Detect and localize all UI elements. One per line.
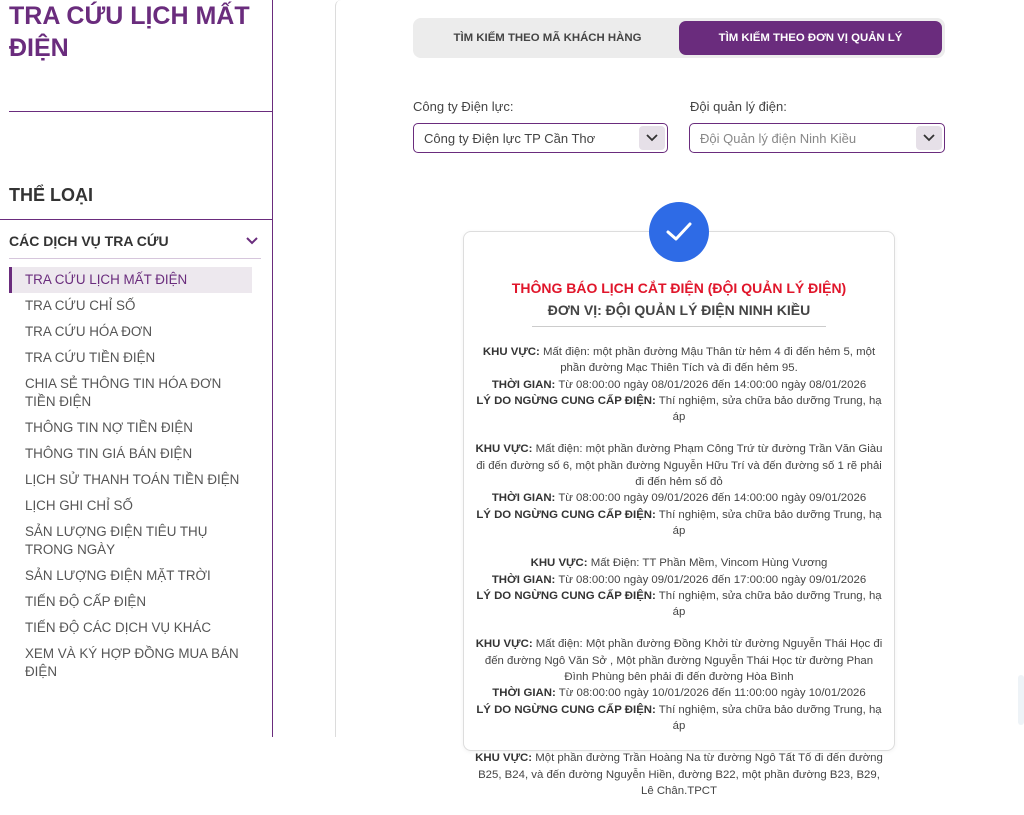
entry-reason-value: Thí nghiệm, sửa chữa bảo dưỡng Trung, hạ áp (658, 703, 882, 732)
sidebar-item[interactable]: LỊCH GHI CHỈ SỐ (25, 498, 133, 513)
sidebar-item[interactable]: TRA CỨU LỊCH MẤT ĐIỆN (9, 267, 252, 293)
entry-time (475, 490, 883, 506)
sidebar (0, 0, 273, 737)
outage-entry (475, 441, 883, 539)
sidebar-item[interactable]: SẢN LƯỢNG ĐIỆN TIÊU THỤ TRONG NGÀY (25, 524, 208, 557)
entry-time-value: Từ 08:00:00 ngày 08/01/2026 đến 14:00:00 ngày 08/01/2026 (558, 378, 867, 391)
entry-area-value: Mất điện: Một phần đường Đồng Khởi từ đường Nguyễn Thái Học đi đến đường Ngô Văn Sở , Một phần đường Nguyễn Thái Học từ đường Phan Đình Phùng bên phải đi đến đường Hòa Bình (484, 638, 883, 684)
services-group-toggle[interactable] (9, 230, 259, 252)
entry-reason-label: LÝ DO NGỪNG CUNG CẤP ĐIỆN: (476, 589, 656, 602)
entry-area-label: KHU VỰC: (475, 752, 533, 765)
sidebar-item[interactable]: TRA CỨU HÓA ĐƠN (25, 324, 153, 339)
team-select[interactable] (689, 123, 945, 153)
entry-time-label: THỜI GIAN: (491, 573, 556, 586)
entry-area-label: KHU VỰC: (475, 638, 533, 651)
sidebar-item[interactable]: SẢN LƯỢNG ĐIỆN MẶT TRỜI (25, 568, 211, 583)
entry-area-label: KHU VỰC: (475, 443, 533, 456)
entry-area (475, 344, 883, 377)
sidebar-item[interactable]: THÔNG TIN GIÁ BÁN ĐIỆN (25, 446, 193, 461)
entry-area-value: Mất Điện: TT Phần Mềm, Vincom Hùng Vương (590, 557, 828, 570)
outage-entry (475, 344, 883, 425)
title-divider (9, 111, 272, 112)
notice-subtitle: ĐƠN VỊ: ĐỘI QUẢN LÝ ĐIỆN NINH KIỀU (547, 302, 811, 318)
entry-area (475, 750, 883, 799)
search-mode-tabs (413, 18, 945, 58)
entry-area-value: Một phần đường Trần Hoàng Na từ đường Ngô Tất Tố đi đến đường B25, B24, và đến đường Nguyễn Hiền, đường B22, một phần đường B23, B29, Lê Chân.TPCT (478, 752, 883, 797)
entry-area-label: KHU VỰC: (482, 346, 540, 358)
services-group-title: CÁC DỊCH VỤ TRA CỨU (9, 233, 169, 249)
entry-reason-value: Thí nghiệm, sửa chữa bảo dưỡng Trung, hạ áp (658, 394, 882, 424)
notice-divider (532, 326, 826, 327)
company-select[interactable] (413, 123, 668, 153)
entry-area-label: KHU VỰC: (530, 557, 588, 570)
entry-time (475, 685, 883, 701)
entry-reason (475, 393, 883, 426)
entry-time (475, 377, 883, 393)
entry-time-value: Từ 08:00:00 ngày 09/01/2026 đến 14:00:00 ngày 09/01/2026 (558, 492, 867, 505)
entry-time-label: THỜI GIAN: (491, 378, 556, 391)
entry-reason-label: LÝ DO NGỪNG CUNG CẤP ĐIỆN: (476, 394, 656, 407)
chevron-down-icon[interactable] (245, 234, 259, 248)
sidebar-item[interactable]: TIẾN ĐỘ CÁC DỊCH VỤ KHÁC (25, 620, 211, 635)
outage-entry (475, 555, 883, 620)
sidebar-item[interactable]: TRA CỨU CHỈ SỐ (25, 298, 136, 313)
entry-time-value: Từ 08:00:00 ngày 10/01/2026 đến 11:00:00 ngày 10/01/2026 (558, 687, 866, 700)
entry-area (475, 555, 883, 571)
entry-time (475, 572, 883, 588)
tab-management-unit[interactable]: TÌM KIẾM THEO ĐƠN VỊ QUẢN LÝ (679, 21, 942, 55)
team-label: Đội quản lý điện: (690, 99, 787, 114)
sidebar-item[interactable]: XEM VÀ KÝ HỢP ĐỒNG MUA BÁN ĐIỆN (25, 646, 239, 679)
entry-time-value: Từ 08:00:00 ngày 09/01/2026 đến 17:00:00 ngày 09/01/2026 (558, 573, 867, 586)
entry-reason-label: LÝ DO NGỪNG CUNG CẤP ĐIỆN: (476, 703, 656, 716)
check-icon (649, 202, 709, 262)
chevron-down-icon[interactable] (916, 126, 942, 150)
sidebar-item[interactable]: THÔNG TIN NỢ TIỀN ĐIỆN (25, 420, 193, 435)
entry-reason (475, 507, 883, 540)
entry-time-label: THỜI GIAN: (491, 492, 556, 505)
company-select-value: Công ty Điện lực TP Cần Thơ (424, 130, 596, 146)
entry-area-value: Mất điện: một phần đường Mậu Thân từ hẻm 4 đi đến hẻm 5, một phần đường Mạc Thiên Tích và đi đến hẻm 95. (542, 346, 876, 375)
company-label: Công ty Điện lực: (413, 99, 514, 114)
entry-area (475, 441, 883, 490)
entry-area (475, 636, 883, 685)
outage-entries (475, 344, 883, 815)
sidebar-item[interactable]: LỊCH SỬ THANH TOÁN TIỀN ĐIỆN (25, 472, 240, 487)
outage-entry (475, 636, 883, 734)
scrollbar[interactable] (1018, 675, 1024, 725)
entry-time-label: THỜI GIAN: (492, 687, 556, 700)
chevron-down-icon[interactable] (639, 126, 665, 150)
notice-title: THÔNG BÁO LỊCH CẮT ĐIỆN (ĐỘI QUẢN LÝ ĐIỆN) (511, 280, 847, 296)
entry-reason-value: Thí nghiệm, sửa chữa bảo dưỡng Trung, hạ áp (658, 508, 882, 537)
outage-entry (475, 750, 883, 799)
entry-reason-label: LÝ DO NGỪNG CUNG CẤP ĐIỆN: (476, 508, 656, 521)
entry-reason (475, 588, 883, 621)
tab-customer-code[interactable]: TÌM KIẾM THEO MÃ KHÁCH HÀNG (453, 32, 642, 44)
category-divider (0, 219, 272, 220)
entry-reason (475, 702, 883, 735)
sidebar-nav (9, 267, 252, 685)
sidebar-item[interactable]: TIẾN ĐỘ CẤP ĐIỆN (25, 594, 147, 609)
entry-reason-value: Thí nghiệm, sửa chữa bảo dưỡng Trung, hạ áp (658, 589, 882, 619)
page-title: TRA CỨU LỊCH MẤT ĐIỆN (9, 2, 250, 62)
group-divider (9, 258, 261, 259)
team-select-value: Đội Quản lý điện Ninh Kiều (700, 130, 857, 146)
category-heading: THỂ LOẠI (9, 185, 93, 205)
entry-area-value: Mất điện: một phần đường Phạm Công Trứ từ đường Trần Văn Giàu đi đến đường số 6, một phần đường Nguyễn Hữu Trí và đến đường số 1 rẽ phải đi đến hẻm số đỏ (476, 443, 883, 489)
sidebar-item[interactable]: CHIA SẺ THÔNG TIN HÓA ĐƠN TIỀN ĐIỆN (25, 376, 222, 409)
sidebar-item[interactable]: TRA CỨU TIỀN ĐIỆN (25, 350, 156, 365)
